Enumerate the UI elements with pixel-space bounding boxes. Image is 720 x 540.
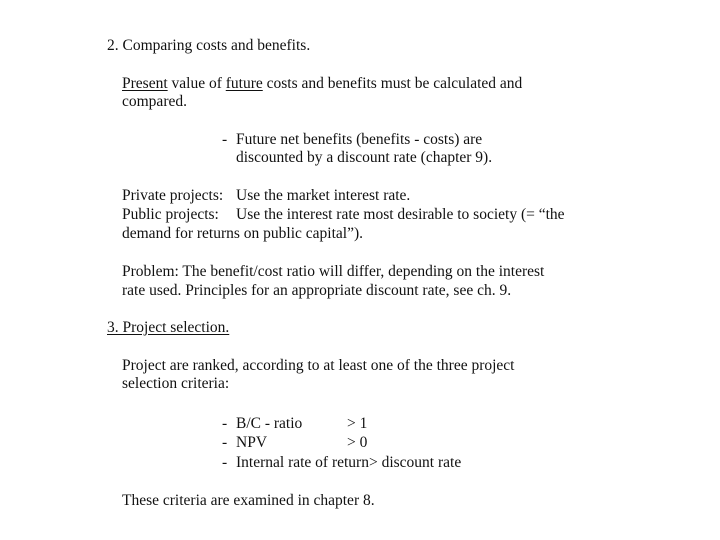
private-projects-text: Use the market interest rate. xyxy=(236,187,411,204)
criterion-name: Internal rate of return> discount rate xyxy=(236,454,462,471)
selection-intro-line-2: selection criteria: xyxy=(122,375,230,392)
bullet-line-1: Future net benefits (benefits - costs) are xyxy=(236,131,483,148)
problem-line-2: rate used. Principles for an appropriate discount rate, see ch. 9. xyxy=(122,282,512,299)
section-3-heading: 3. Project selection. xyxy=(107,319,230,336)
criteria-footer: These criteria are examined in chapter 8. xyxy=(122,492,375,509)
problem-line-1: Problem: The benefit/cost ratio will differ, depending on the interest xyxy=(122,263,545,280)
criterion-condition: > 0 xyxy=(347,434,368,451)
present-value-line-2: compared. xyxy=(122,93,187,110)
present-value-line-1 xyxy=(122,75,522,93)
criterion-name: B/C - ratio xyxy=(236,415,303,432)
public-projects-label: Public projects: xyxy=(122,206,219,223)
selection-intro-line-1: Project are ranked, according to at least one of the three project xyxy=(122,357,515,374)
future-word: future xyxy=(225,75,263,92)
private-projects-label: Private projects: xyxy=(122,187,224,204)
present-value-rest: costs and benefits must be calculated and xyxy=(262,75,523,92)
criterion-condition: > 1 xyxy=(347,415,368,432)
public-projects-line-2: demand for returns on public capital”). xyxy=(122,225,364,242)
criterion-name: NPV xyxy=(236,434,268,451)
public-projects-text: Use the interest rate most desirable to society (= “the xyxy=(236,206,565,223)
criterion-dash: - xyxy=(222,434,228,451)
criterion-dash: - xyxy=(222,454,228,471)
present-value-mid: value of xyxy=(167,75,226,92)
present-word: Present xyxy=(122,75,168,92)
bullet-line-2: discounted by a discount rate (chapter 9). xyxy=(236,149,493,166)
section-2-heading: 2. Comparing costs and benefits. xyxy=(107,37,311,54)
bullet-dash: - xyxy=(222,131,228,148)
criterion-dash: - xyxy=(222,415,228,432)
